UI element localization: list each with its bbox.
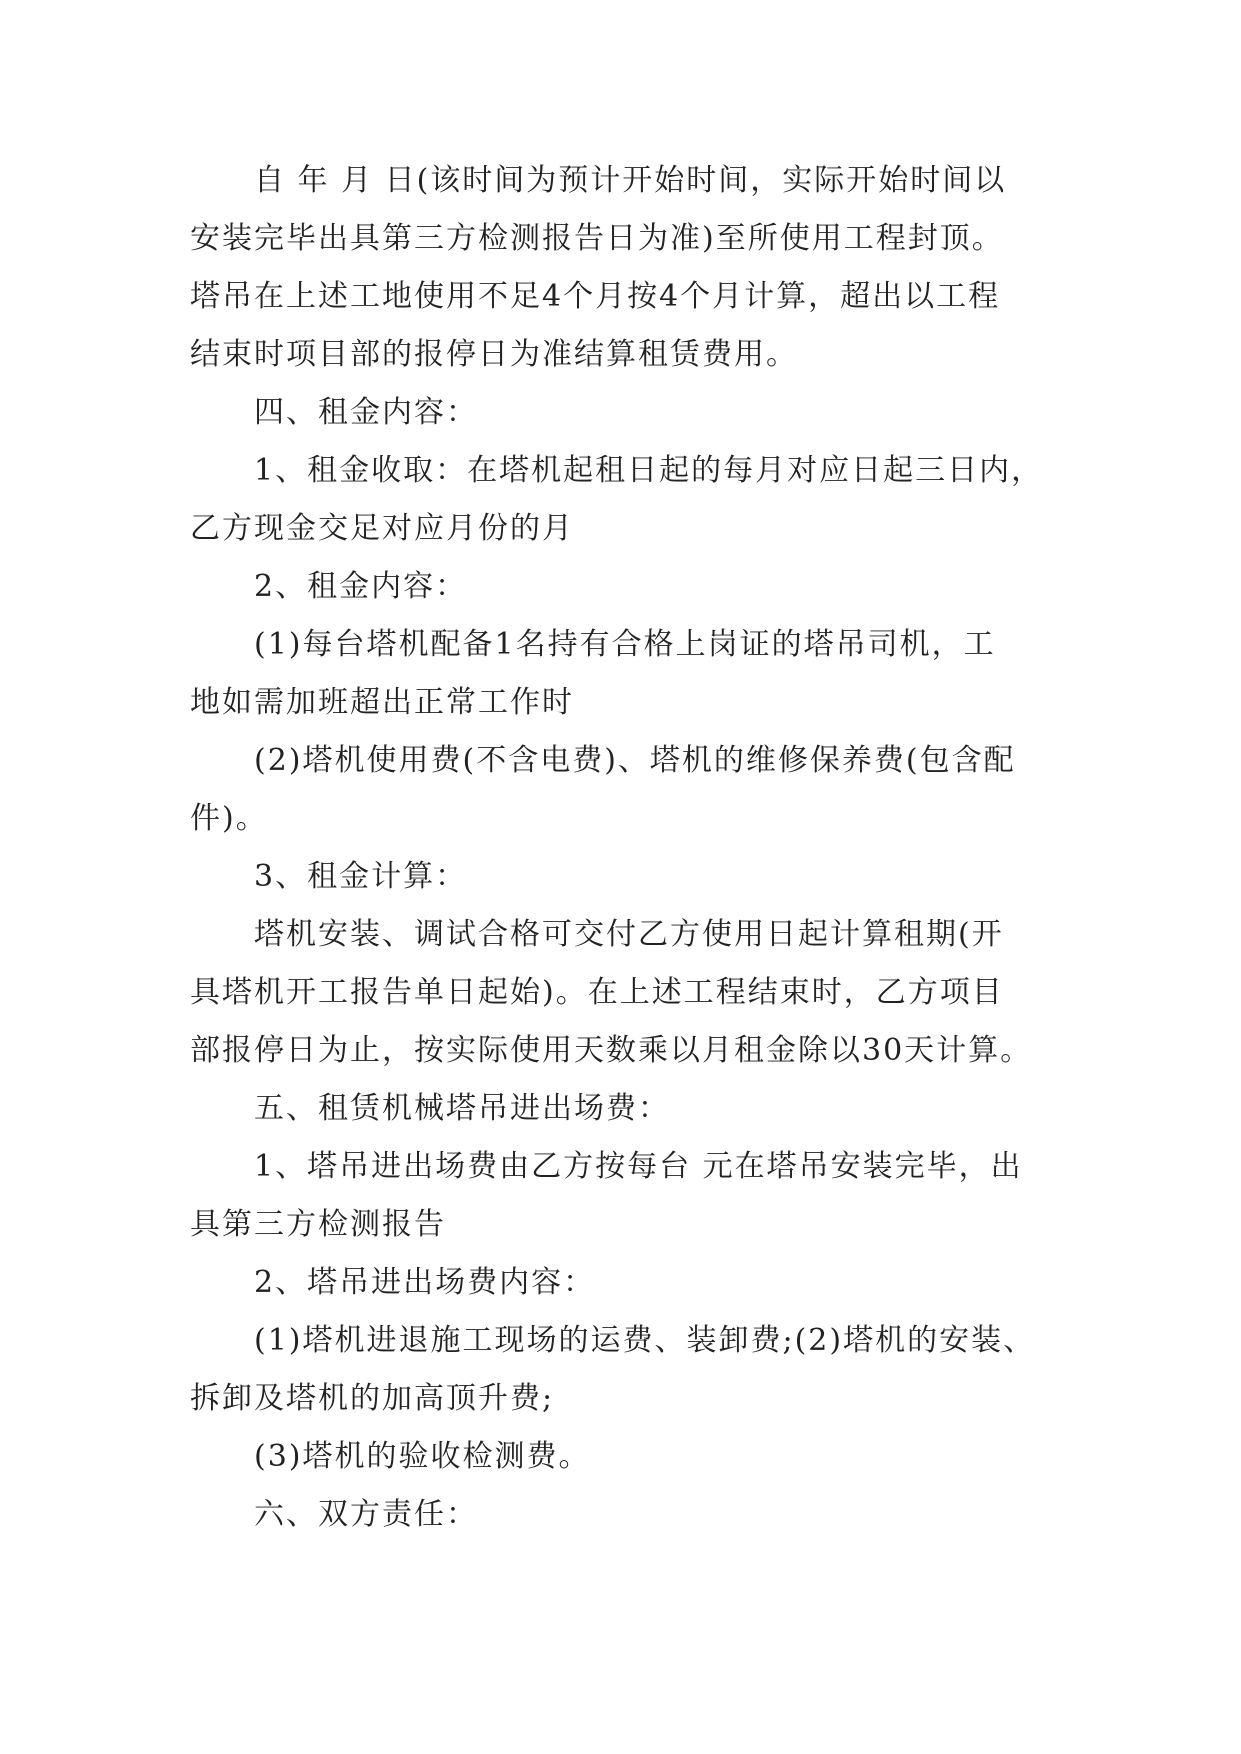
text-line: (1)塔机进退施工现场的运费、装卸费;(2)塔机的安装、 xyxy=(254,1323,1036,1358)
text-line: (2)塔机使用费(不含电费)、塔机的维修保养费(包含配 xyxy=(254,743,1016,778)
text-line: 具塔机开工报告单日起始)。在上述工程结束时，乙方项目 xyxy=(190,975,1004,1010)
text-line: (3)塔机的验收检测费。 xyxy=(254,1439,591,1474)
text-line: 塔机安装、调试合格可交付乙方使用日起计算租期(开 xyxy=(254,917,1004,952)
text-line: 件)。 xyxy=(190,801,268,836)
text-line: 结束时项目部的报停日为准结算租赁费用。 xyxy=(190,337,798,372)
text-line: 四、租金内容： xyxy=(254,395,478,430)
text-line: 具第三方检测报告 xyxy=(190,1207,446,1242)
text-line: 2、租金内容： xyxy=(254,569,468,604)
text-line: 1、租金收取：在塔机起租日起的每月对应日起三日内， xyxy=(254,453,1044,488)
document-body xyxy=(190,152,1070,1544)
text-line: 地如需加班超出正常工作时 xyxy=(190,685,574,720)
text-line: 拆卸及塔机的加高顶升费; xyxy=(190,1381,555,1416)
text-line: 1、塔吊进出场费由乙方按每台 元在塔吊安装完毕，出 xyxy=(254,1149,1023,1184)
text-line: 塔吊在上述工地使用不足4个月按4个月计算，超出以工程 xyxy=(190,279,1001,314)
text-line: 3、租金计算： xyxy=(254,859,468,894)
text-line: 安装完毕出具第三方检测报告日为准)至所使用工程封顶。 xyxy=(190,221,1004,256)
text-line: 五、租赁机械塔吊进出场费： xyxy=(254,1091,670,1126)
text-line: 自 年 月 日(该时间为预计开始时间，实际开始时间以 xyxy=(254,163,1007,198)
text-line: 2、塔吊进出场费内容： xyxy=(254,1265,596,1300)
text-line: (1)每台塔机配备1名持有合格上岗证的塔吊司机，工 xyxy=(254,627,996,662)
text-line: 乙方现金交足对应月份的月 xyxy=(190,511,574,546)
text-line: 六、双方责任： xyxy=(254,1497,478,1532)
text-line: 部报停日为止，按实际使用天数乘以月租金除以30天计算。 xyxy=(190,1033,1033,1068)
